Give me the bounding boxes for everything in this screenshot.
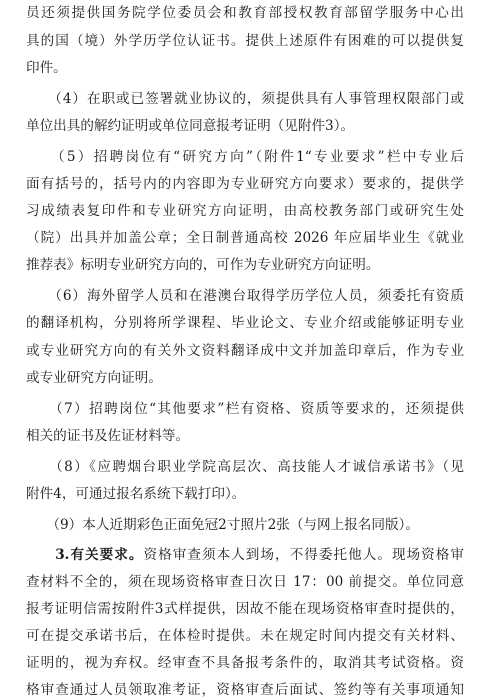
line-text: 单位出具的解约证明或单位同意报考证明（见附件3）。: [26, 118, 355, 134]
line-text: （9）本人近期彩色正面免冠2寸照片2张（与网上报名同版）。: [26, 517, 419, 533]
text-line: [26, 627, 464, 645]
line-text: 相关的证书及佐证材料等。: [26, 428, 190, 444]
text-line: [26, 654, 464, 672]
text-line: [26, 400, 464, 418]
text-line: [26, 202, 464, 220]
text-line: [26, 4, 464, 22]
text-line: [26, 148, 464, 166]
text-line: [26, 342, 464, 360]
text-line: [26, 516, 464, 534]
line-text: 习成绩表复印件和专业研究方向证明，由高校教务部门或研究生处: [26, 203, 464, 219]
line-text: 可在提交承诺书后，在体检时提供。未在规定时间内提交有关材料、: [26, 628, 464, 644]
text-line: [26, 229, 464, 247]
line-text: 或专业研究方向的有关外文资料翻译成中文并加盖印章后，作为专业: [26, 343, 464, 359]
section-heading: 3.有关要求。: [26, 547, 144, 563]
line-text: （院）出具并加盖公章；全日制普通高校 2026 年应届毕业生《就业: [26, 230, 464, 246]
text-line: [26, 314, 464, 332]
text-line: [26, 59, 464, 77]
line-text: 附件4，可通过报名系统下载打印）。: [26, 486, 246, 502]
line-text: 证明的，视为弃权。经审查不具备报考条件的，取消其考试资格。资: [26, 655, 464, 671]
text-line: [26, 427, 464, 445]
text-line: [26, 573, 464, 591]
line-text: （4）在职或已签署就业协议的，须提供具有人事管理权限部门或: [26, 91, 464, 107]
line-text: （8）《应聘烟台职业学院高层次、高技能人才诚信承诺书》（见: [26, 459, 464, 475]
text-line: [26, 546, 464, 564]
text-line: [26, 32, 464, 50]
line-text: 推荐表》标明专业研究方向的，可作为专业研究方向证明。: [26, 257, 380, 273]
line-text: 的翻译机构，分别将所学课程、毕业论文、专业介绍或能够证明专业: [26, 315, 464, 331]
line-text: 面有括号的，括号内的内容即为专业研究方向要求）要求的，提供学: [26, 176, 464, 192]
line-text: （7）招聘岗位“其他要求”栏有资格、资质等要求的，还须提供: [26, 401, 464, 417]
text-line: [26, 117, 464, 135]
line-text: 具的国（境）外学历学位认证书。提供上述原件有困难的可以提供复: [26, 33, 464, 49]
text-line: [26, 256, 464, 274]
line-text: 印件。: [26, 60, 67, 76]
line-text: （5）招聘岗位有“研究方向”（附件1“专业要求”栏中专业后: [26, 149, 464, 165]
text-line: [26, 369, 464, 387]
line-text: 资格审查须本人到场，不得委托他人。现场资格审: [143, 547, 464, 563]
line-text: 格审查通过人员领取准考证，资格审查后面试、签约等有关事项通知: [26, 682, 464, 698]
text-line: [26, 485, 464, 503]
line-text: （6）海外留学人员和在港澳台取得学历学位人员，须委托有资质: [26, 288, 464, 304]
line-text: 查材料不全的，须在现场资格审查日次日 17：00 前提交。单位同意: [26, 574, 464, 590]
text-line: [26, 175, 464, 193]
text-line: [26, 681, 464, 699]
line-text: 报考证明信需按附件3式样提供，因故不能在现场资格审查时提供的，: [26, 601, 464, 617]
text-line: [26, 458, 464, 476]
text-line: [26, 600, 464, 618]
line-text: 员还须提供国务院学位委员会和教育部授权教育部留学服务中心出: [26, 5, 464, 21]
text-line: [26, 287, 464, 305]
text-line: [26, 90, 464, 108]
line-text: 或专业研究方向证明。: [26, 370, 162, 386]
